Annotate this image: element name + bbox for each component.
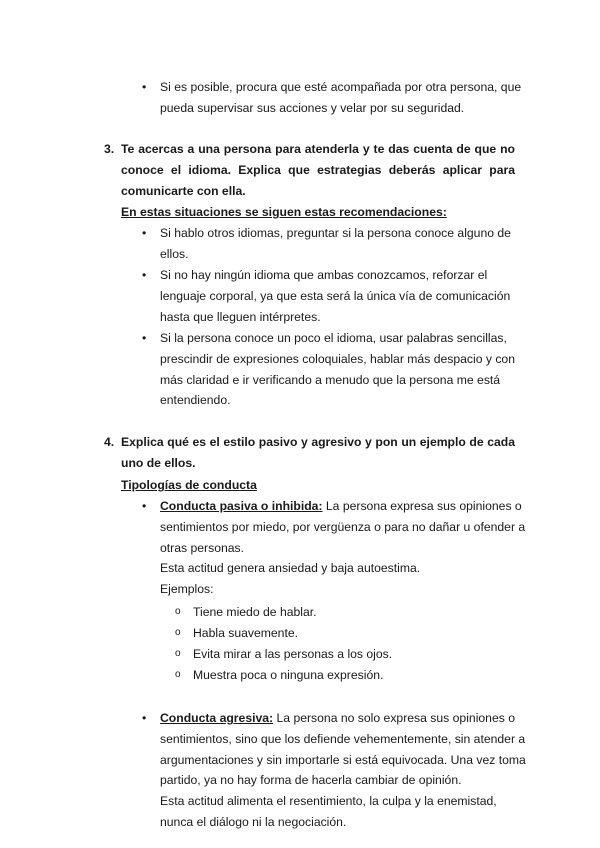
section-heading: Tipologías de conducta [121, 478, 257, 492]
question-number: 3. [104, 142, 115, 156]
question-3 [104, 139, 515, 201]
list-item: • Si no hay ningún idioma que ambas conozcamos, reforzar el lenguaje corporal, ya que esta será la única vía de comunicación hasta que lleguen intérpretes. [142, 265, 530, 327]
section-heading: En estas situaciones se siguen estas recomendaciones: [121, 205, 447, 219]
sub-list-item: o Evita mirar a las personas a los ojos. [175, 644, 533, 665]
term-label: Conducta agresiva: [160, 711, 274, 725]
list-item-pasiva: • Conducta pasiva o inhibida: La persona expresa sus opiniones o sentimientos por miedo, por vergüenza o para no dañar u ofender a otras personas. Esta actitud genera ansiedad y baja autoestima. Ejemplos: [142, 496, 530, 600]
list-item: • Si hablo otros idiomas, preguntar si la persona conoce alguno de ellos. [142, 223, 530, 265]
question-4 [104, 432, 515, 474]
question-number: 4. [104, 435, 115, 449]
list-item-agresiva: • Conducta agresiva: La persona no solo expresa sus opiniones o sentimientos, sino que los defiende vehementemente, sin atender a argumentaciones y sin importarle si está equivocada. Una vez toma partido, ya no hay forma de hacerla cambiar de opinión. Esta actitud alimenta el resentimiento, la culpa y la enemistad, nunca el diálogo ni la negociación. [142, 708, 530, 833]
sub-list-item: o Muestra poca o ninguna expresión. [175, 665, 533, 686]
list-item: • Si es posible, procura que esté acompañada por otra persona, que pueda supervisar sus acciones y velar por su seguridad. [142, 77, 530, 119]
term-label: Conducta pasiva o inhibida: [160, 499, 323, 513]
question-text: Te acercas a una persona para atenderla y te das cuenta de que no conoce el idioma. Explica que estrategias deberás aplicar para comunicarte con ella. [121, 142, 515, 198]
sub-list-item: o Habla suavemente. [175, 623, 533, 644]
list-item: • Si la persona conoce un poco el idioma, usar palabras sencillas, prescindir de expresiones coloquiales, hablar más despacio y con más claridad e ir verificando a menudo que la persona me está entendiendo. [142, 328, 530, 411]
sub-list-item: o Tiene miedo de hablar. [175, 602, 533, 623]
question-text: Explica qué es el estilo pasivo y agresivo y pon un ejemplo de cada uno de ellos. [121, 435, 515, 470]
